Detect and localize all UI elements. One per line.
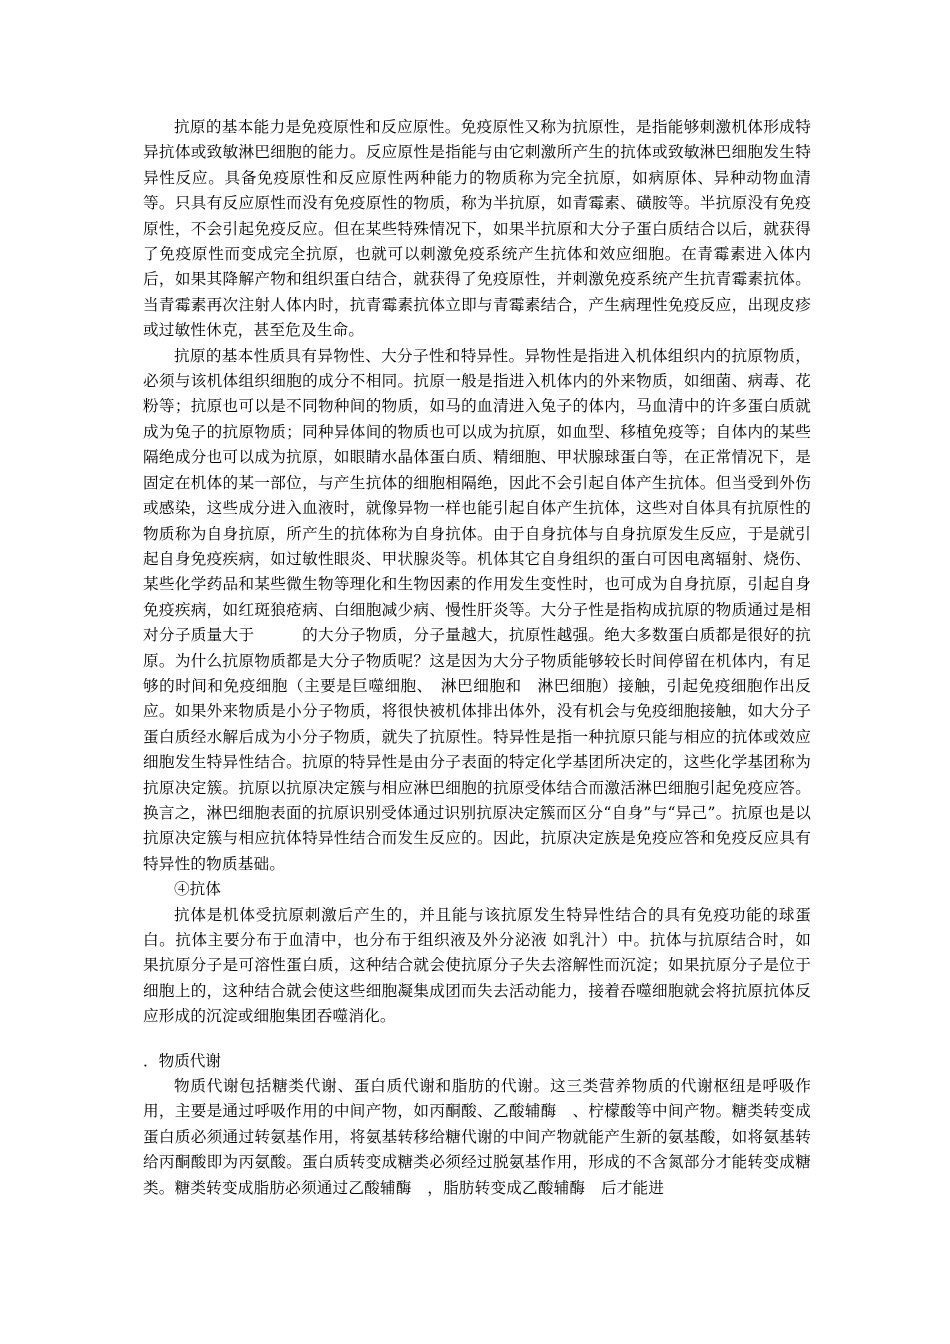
paragraph-metabolism: 物质代谢包括糖类代谢、蛋白质代谢和脂肪的代谢。这三类营养物质的代谢枢纽是呼吸作用，主要是通过呼吸作用的中间产物，如丙酮酸、乙酸辅酶 、柠檬酸等中间产物。糖类转变成蛋白质必须通过转氨基作用，将氨基转移给糖代谢的中间产物就能产生新的氨基酸，如将氨基转给丙酮酸即为丙氨酸。蛋白质转变成糖类必须经过脱氨基作用，形成的不含氮部分才能转变成糖类。糖类转变成脂肪必须通过乙酸辅酶 ，脂肪转变成乙酸辅酶 后才能进	[143, 1077, 811, 1197]
section-heading-metabolism: ．物质代谢	[143, 1051, 221, 1070]
paragraph-antibody: 抗体是机体受抗原刺激后产生的，并且能与该抗原发生特异性结合的具有免疫功能的球蛋白。抗体主要分布于血清中，也分布于组织液及外分泌液 如乳汁）中。抗体与抗原结合时，如果抗原分子是可溶性蛋白质，这种结合就会使抗原分子失去溶解性而沉淀；如果抗原分子是位于细胞上的，这种结合就会使这些细胞凝集成团而失去活动能力，接着吞噬细胞就会将抗原抗体反应形成的沉淀或细胞集团吞噬消化。	[143, 905, 811, 1026]
document-page	[143, 115, 827, 1201]
paragraph-antigen-properties: 抗原的基本性质具有异物性、大分子性和特异性。异物性是指进入机体组织内的抗原物质，必须与该机体组织细胞的成分不相同。抗原一般是指进入机体内的外来物质，如细菌、病毒、花粉等；抗原也可以是不同物种间的物质，如马的血清进入兔子的体内，马血清中的许多蛋白质就成为兔子的抗原物质；同种异体间的物质也可以成为抗原，如血型、移植免疫等；自体内的某些隔绝成分也可以成为抗原，如眼睛水晶体蛋白质、精细胞、甲状腺球蛋白等，在正常情况下，是固定在机体的某一部位，与产生抗体的细胞相隔绝，因此不会引起自体产生抗体。但当受到外伤或感染，这些成分进入血液时，就像异物一样也能引起自体产生抗体，这些对自体具有抗原性的物质称为自身抗原，所产生的抗体称为自身抗体。由于自身抗体与自身抗原发生反应，于是就引起自身免疫疾病，如过敏性眼炎、甲状腺炎等。机体其它自身组织的蛋白可因电离辐射、烧伤、某些化学药品和某些微生物等理化和生物因素的作用发生变性时，也可成为自身抗原，引起自身免疫疾病，如红斑狼疮病、白细胞减少病、慢性肝炎等。大分子性是指构成抗原的物质通过是相对分子质量大于 的大分子物质，分子量越大，抗原性越强。绝大多数蛋白质都是很好的抗原。为什么抗原物质都是大分子物质呢？这是因为大分子物质能够较长时间停留在机体内，有足够的时间和免疫细胞（主要是巨噬细胞、 淋巴细胞和 淋巴细胞）接触，引起免疫细胞作出反应。如果外来物质是小分子物质，将很快被机体排出体外，没有机会与免疫细胞接触，如大分子蛋白质经水解后成为小分子物质，就失了抗原性。特异性是指一种抗原只能与相应的抗体或效应 细胞发生特异性结合。抗原的特异性是由分子表面的特定化学基团所决定的，这些化学基团称为抗原决定簇。抗原以抗原决定簇与相应淋巴细胞的抗原受体结合而激活淋巴细胞引起免疫应答。换言之，淋巴细胞表面的抗原识别受体通过识别抗原决定簇而区分“自身”与“异己”。抗原也是以抗原决定簇与相应抗体特异性结合而发生反应的。因此，抗原决定族是免疫应答和免疫反应具有特异性的物质基础。	[143, 346, 827, 873]
paragraph-antigen-capacity: 抗原的基本能力是免疫原性和反应原性。免疫原性又称为抗原性，是指能够刺激机体形成特异抗体或致敏淋巴细胞的能力。反应原性是指能与由它刺激所产生的抗体或致敏淋巴细胞发生特异性反应。具备免疫原性和反应原性两种能力的物质称为完全抗原，如病原体、异种动物血清等。只具有反应原性而没有免疫原性的物质，称为半抗原，如青霉素、磺胺等。半抗原没有免疫原性，不会引起免疫反应。但在某些特殊情况下，如果半抗原和大分子蛋白质结合以后，就获得了免疫原性而变成完全抗原，也就可以刺激免疫系统产生抗体和效应细胞。在青霉素进入体内后，如果其降解产物和组织蛋白结合，就获得了免疫原性，并刺激免疫系统产生抗青霉素抗体。当青霉素再次注射人体内时，抗青霉素抗体立即与青霉素结合，产生病理性免疫反应，出现皮疹或过敏性休克，甚至危及生命。	[143, 118, 811, 340]
subheading-antibody: ④抗体	[174, 880, 221, 899]
